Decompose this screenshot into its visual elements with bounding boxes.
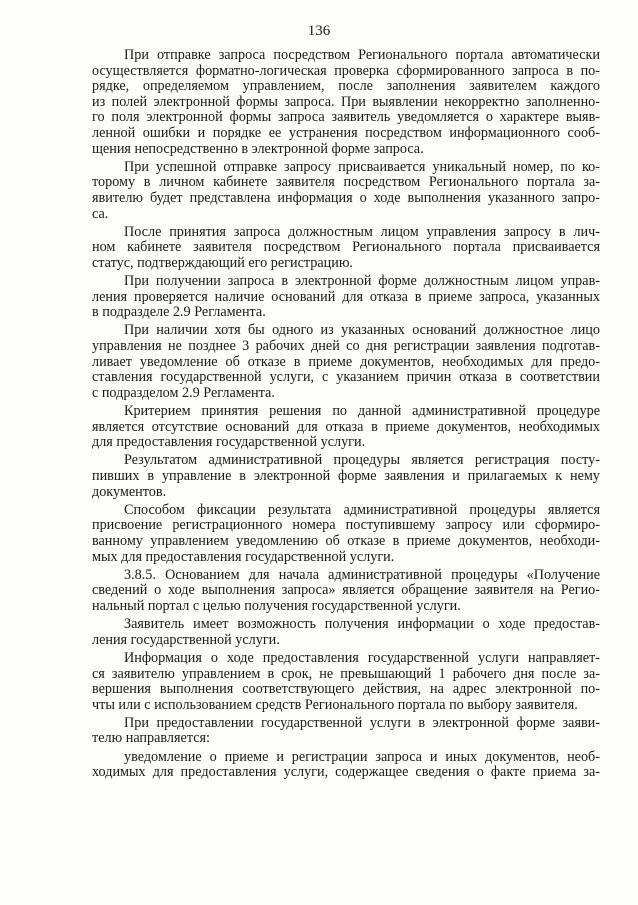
text-line: ся заявителю управлением в срок, не превышающий 1 рабочего дня после за- — [92, 665, 600, 682]
text-line: мых для предоставления государственной услуги. — [92, 548, 395, 565]
paragraph — [92, 404, 600, 451]
text-line: ставления государственной услуги, с указанием причин отказа в соответствии — [92, 369, 600, 386]
text-line: При наличии хотя бы одного из указанных оснований должностное лицо — [124, 322, 600, 339]
paragraph — [92, 750, 600, 781]
paragraph — [92, 716, 600, 747]
page-number: 136 — [307, 23, 331, 39]
text-line: После принятия запроса должностным лицом управления запросу в лич- — [124, 223, 600, 240]
text-line: чты или с использованием средств Регионального портала по выбору заявителя. — [92, 696, 578, 713]
text-line: ном кабинете заявителя посредством Регионального портала присваивается — [92, 239, 600, 256]
paragraph — [92, 651, 600, 713]
text-line: При отправке запроса посредством Регионального портала автоматически — [124, 47, 600, 63]
text-line: управления не позднее 3 рабочих дней со дня регистрации заявления подготав- — [92, 338, 600, 355]
text-line: ванному управлением уведомлению об отказе в приеме документов, необходи- — [92, 532, 600, 549]
text-line: пивших в управление в электронной форме заявления и прилагаемых к нему — [92, 468, 600, 484]
text-line: в подразделе 2.9 Регламента. — [92, 304, 266, 321]
text-line: вершения выполнения соответствующего действия, на адрес электронной по- — [92, 681, 600, 698]
text-line: Способом фиксации результата административной процедуры является — [124, 501, 600, 518]
paragraph — [92, 160, 600, 222]
text-line: осуществляется форматно-логическая проверка сформированного запроса в по- — [92, 62, 600, 79]
paragraph — [92, 617, 600, 648]
text-line: са. — [92, 205, 109, 222]
text-line: рядке, определяемом управлением, после заполнения заявителем каждого — [92, 78, 600, 95]
text-line: При получении запроса в электронной форме должностным лицом управ- — [124, 273, 600, 290]
paragraph — [92, 323, 600, 401]
paragraph — [92, 274, 600, 321]
text-line: статус, подтверждающий его регистрацию. — [92, 254, 353, 271]
text-line: При предоставлении государственной услуги в электронной форме заяви- — [124, 714, 600, 731]
text-line: является отсутствие оснований для отказа в приеме документов, необходимых — [92, 418, 600, 435]
document-body — [92, 48, 600, 781]
text-line: с подразделом 2.9 Регламента. — [92, 384, 275, 401]
text-line: ливает уведомление об отказе в приеме документов, необходимых для предо- — [92, 353, 600, 370]
text-line: 3.8.5. Основанием для начала административной процедуры «Получение — [124, 566, 600, 583]
text-line: нальный портал с целью получения государственной услуги. — [92, 597, 461, 614]
text-line: ления проверяется наличие оснований для отказа в приеме запроса, указанных — [92, 288, 600, 305]
text-line: присвоение регистрационного номера поступившему запросу или сформиро- — [92, 517, 600, 534]
text-line: из полей электронной формы запроса. При выявлении некорректно заполненно- — [92, 93, 600, 110]
paragraph — [92, 225, 600, 272]
text-line: го поля электронной формы запроса заявитель уведомляется о характере выяв- — [92, 109, 600, 126]
text-line: явителю будет представлена информация о ходе выполнения указанного запро- — [92, 189, 600, 206]
text-line: Информация о ходе предоставления государственной услуги направляет- — [124, 649, 600, 666]
paragraph — [92, 568, 600, 615]
text-line: ходимых для предоставления услуги, содержащее сведения о факте приема за- — [92, 764, 600, 781]
text-line: документов. — [92, 483, 167, 500]
text-line: сведений о ходе выполнения запроса» является обращение заявителя на Регио- — [92, 582, 600, 599]
paragraph — [92, 453, 600, 500]
text-line: При успешной отправке запросу присваивается уникальный номер, по ко- — [124, 158, 600, 175]
text-line: ления государственной услуги. — [92, 631, 280, 648]
text-line: уведомление о приеме и регистрации запроса и иных документов, необ- — [124, 748, 600, 765]
text-line: Результатом административной процедуры является регистрация посту- — [124, 452, 600, 469]
text-line: ленной ошибки и порядке ее устранения посредством информационного сооб- — [92, 124, 600, 141]
text-line: щения непосредственно в электронной форме запроса. — [92, 140, 424, 157]
text-line: Критерием принятия решения по данной административной процедуре — [124, 403, 600, 420]
text-line: Заявитель имеет возможность получения информации о ходе предостав- — [124, 616, 600, 633]
paragraph — [92, 48, 600, 157]
paragraph — [92, 503, 600, 565]
text-line: торому в личном кабинете заявителя посредством Регионального портала за- — [92, 174, 600, 191]
text-line: телю направляется: — [92, 730, 210, 747]
text-line: для предоставления государственной услуги. — [92, 434, 366, 451]
